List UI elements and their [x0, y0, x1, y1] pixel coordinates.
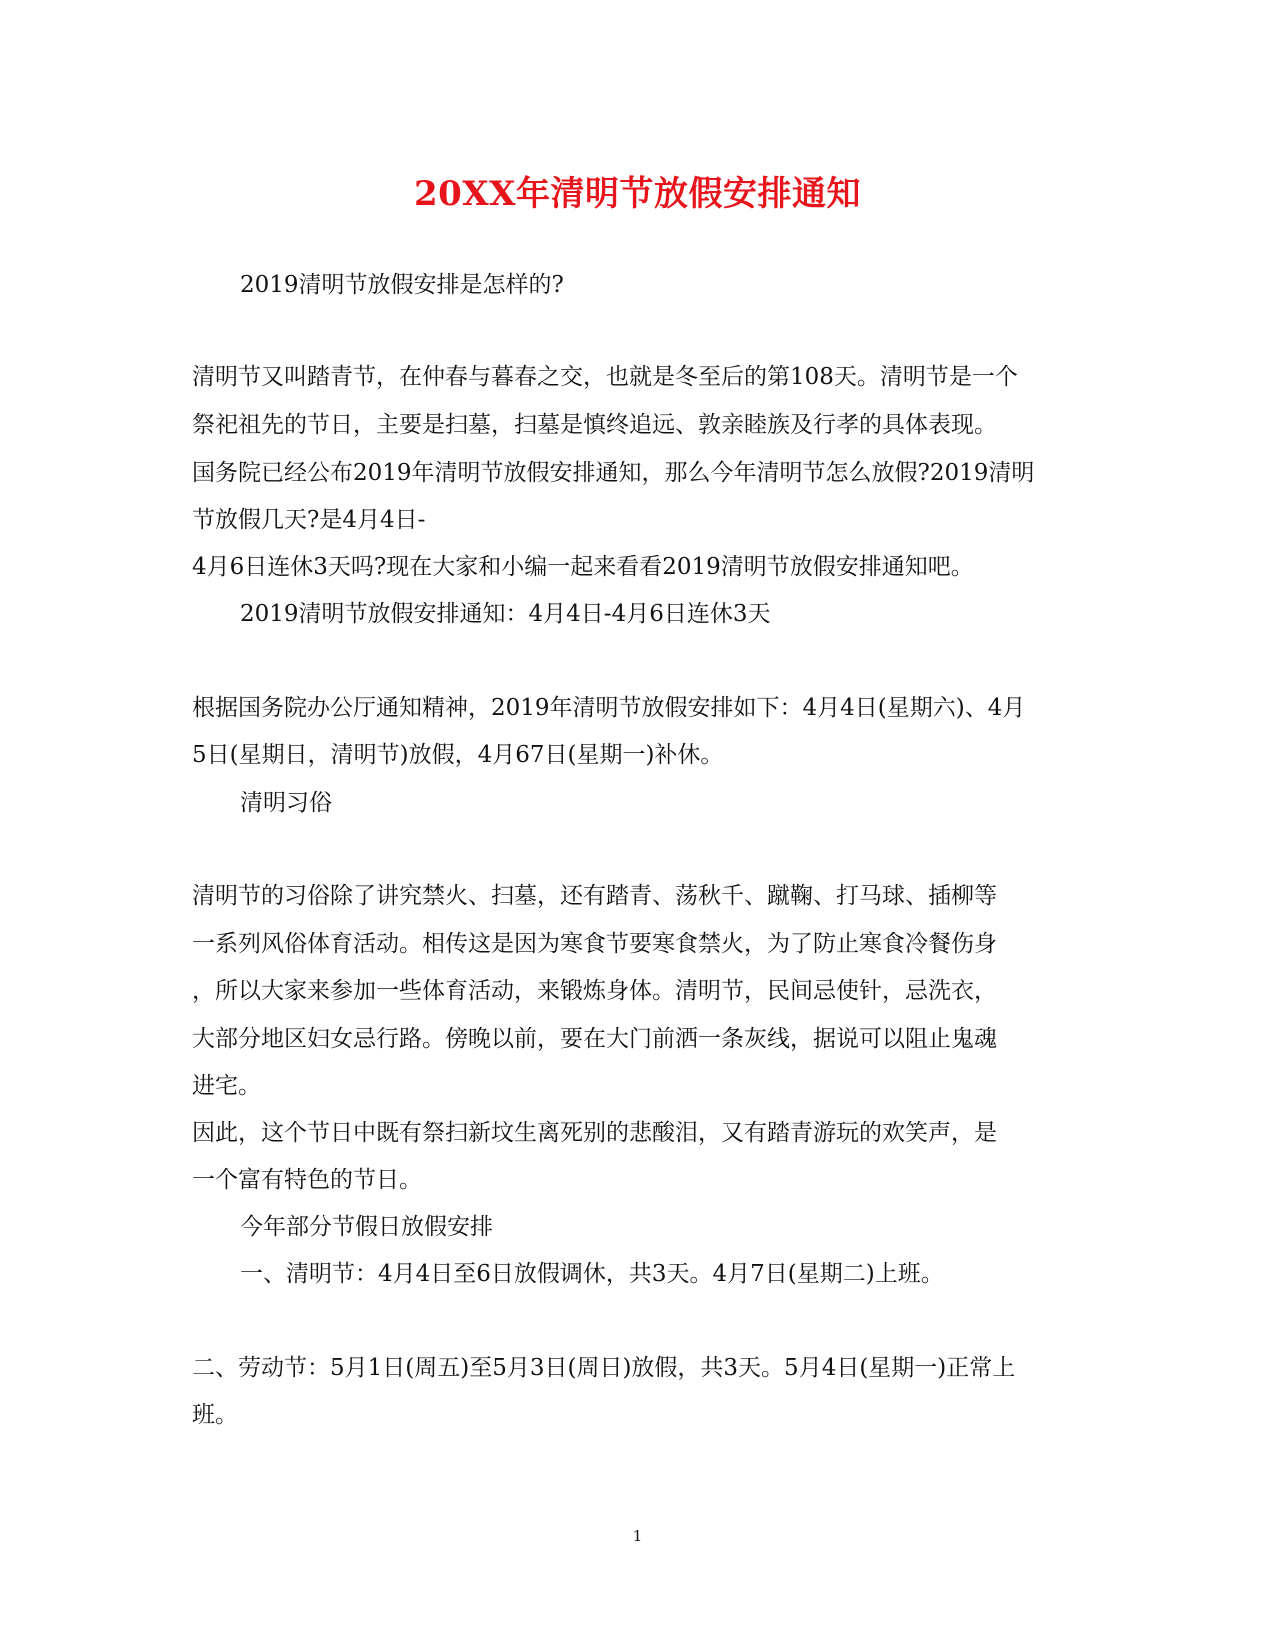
paragraph-line: 一个富有特色的节日。	[192, 1167, 422, 1193]
paragraph-line: 国务院已经公布2019年清明节放假安排通知，那么今年清明节怎么放假?2019清明	[192, 460, 1035, 486]
paragraph-line: 根据国务院办公厅通知精神，2019年清明节放假安排如下：4月4日(星期六)、4月	[192, 695, 1026, 721]
holiday-item: 一、清明节：4月4日至6日放假调休，共3天。4月7日(星期二)上班。	[240, 1261, 944, 1287]
section-heading: 今年部分节假日放假安排	[240, 1214, 493, 1240]
document-title: 20XX年清明节放假安排通知	[413, 174, 862, 214]
paragraph-line: 进宅。	[192, 1073, 261, 1099]
page-number: 1	[632, 1527, 643, 1545]
paragraph-line: 清明节的习俗除了讲究禁火、扫墓，还有踏青、荡秋千、蹴鞠、打马球、插柳等	[192, 883, 997, 909]
paragraph-line: 5日(星期日，清明节)放假，4月67日(星期一)补休。	[192, 742, 724, 768]
paragraph-line: 一系列风俗体育活动。相传这是因为寒食节要寒食禁火，为了防止寒食冷餐伤身	[192, 931, 997, 957]
paragraph-line: 清明节又叫踏青节，在仲春与暮春之交，也就是冬至后的第108天。清明节是一个	[192, 364, 1018, 390]
notice-heading: 2019清明节放假安排通知：4月4日-4月6日连休3天	[240, 601, 771, 627]
paragraph-line: 祭祀祖先的节日，主要是扫墓，扫墓是慎终追远、敦亲睦族及行孝的具体表现。	[192, 412, 997, 438]
paragraph-line: 节放假几天?是4月4日-	[192, 507, 426, 533]
paragraph-line: 因此，这个节日中既有祭扫新坟生离死别的悲酸泪，又有踏青游玩的欢笑声，是	[192, 1120, 997, 1146]
question-line: 2019清明节放假安排是怎样的?	[240, 272, 564, 298]
paragraph-line: 大部分地区妇女忌行路。傍晚以前，要在大门前洒一条灰线，据说可以阻止鬼魂	[192, 1026, 997, 1052]
paragraph-line: 班。	[192, 1402, 238, 1428]
paragraph-line: 4月6日连休3天吗?现在大家和小编一起来看看2019清明节放假安排通知吧。	[192, 554, 974, 580]
section-heading: 清明习俗	[240, 790, 332, 816]
holiday-item: 二、劳动节：5月1日(周五)至5月3日(周日)放假，共3天。5月4日(星期一)正常上	[192, 1355, 1016, 1381]
paragraph-line: ，所以大家来参加一些体育活动，来锻炼身体。清明节，民间忌使针，忌洗衣，	[192, 978, 997, 1004]
